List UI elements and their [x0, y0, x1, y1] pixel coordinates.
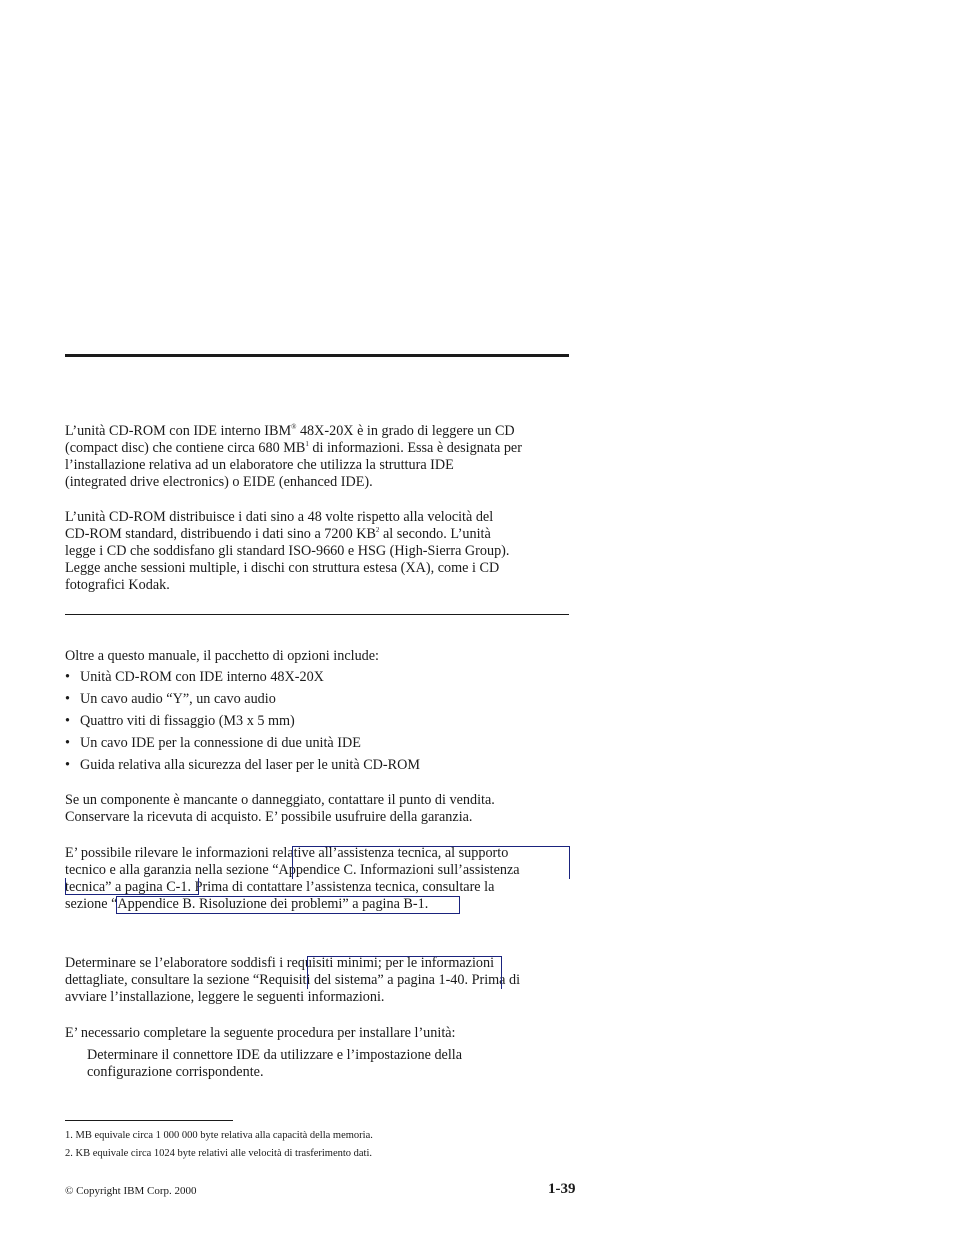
- list-item: • Guida relativa alla sicurezza del laser per le unità CD-ROM: [65, 757, 420, 773]
- page-number: 1-39: [548, 1181, 576, 1197]
- footnote-ref-2: 2: [375, 526, 380, 534]
- intro-paragraph-2: L’unità CD-ROM distribuisce i dati sino a 48 volte rispetto alla velocità del CD-ROM standard, distribuendo i dati sino a 7200 $KB^2$ al secondo. L’unità legge i CD che soddisfano gli standard ISO-9660 e HSG (High-Sierra Group). Legge anche sessioni multiple, i dischi con struttura estesa (XA), come i CD fotografici Kodak.: [65, 509, 510, 593]
- registered-mark: ®: [291, 423, 297, 431]
- package-contents-list: [65, 669, 420, 779]
- list-item: • Un cavo IDE per la connessione di due unità IDE: [65, 735, 361, 751]
- missing-parts-paragraph: Se un componente è mancante o danneggiato, contattare il punto di vendita. Conservare la ricevuta di acquisto. E’ possibile usufruire della garanzia.: [65, 792, 495, 825]
- list-item: • Un cavo audio “Y”, un cavo audio: [65, 691, 276, 707]
- footnote-1: 1. MB equivale circa 1 000 000 byte relativa alla capacità della memoria.: [65, 1130, 373, 1141]
- procedure-lead: E’ necessario completare la seguente procedura per installare l’unità:: [65, 1025, 456, 1041]
- package-lead: Oltre a questo manuale, il pacchetto di opzioni include:: [65, 648, 379, 664]
- list-item: • Unità CD-ROM con IDE interno 48X-20X: [65, 669, 324, 685]
- support-paragraph: E’ possibile rilevare le informazioni relative all’assistenza tecnica, al supporto tecnico e alla garanzia nella sezione “Appendice C. Informazioni sull’assistenza tecnica” a pagina C-1. Prima di contattare l’assistenza tecnica, consultare la sezione “Appendice B. Risoluzione dei problemi” a pagina B-1.: [65, 845, 520, 912]
- requirements-link[interactable]: “Requisiti del sistema” a pagina 1-40: [252, 972, 465, 988]
- section-rule-top: [65, 354, 569, 357]
- footnote-rule: [65, 1120, 233, 1121]
- intro-paragraph-1: L’unità CD-ROM con IDE interno IBM® 48X-20X è in grado di leggere un CD (compact disc) che contiene circa 680 $MB^1$ di informazioni. Essa è designata per l’installazione relativa ad un elaboratore che utilizza la struttura IDE (integrated drive electronics) o EIDE (enhanced IDE).: [65, 423, 522, 490]
- section-rule: [65, 614, 569, 615]
- footnote-2: 2. KB equivale circa 1024 byte relativi alle velocità di trasferimento dati.: [65, 1148, 373, 1159]
- appendix-b-link[interactable]: “Appendice B. Risoluzione dei problemi” a pagina B-1: [111, 896, 425, 912]
- list-item: • Quattro viti di fissaggio (M3 x 5 mm): [65, 713, 295, 729]
- appendix-c-link-cont[interactable]: tecnica” a pagina C-1: [65, 879, 188, 895]
- appendix-c-link[interactable]: “Appendice C. Informazioni sull’assistenza: [272, 862, 520, 878]
- copyright-notice: © Copyright IBM Corp. 2000: [65, 1185, 197, 1197]
- footnote-ref-1: 1: [305, 440, 309, 448]
- procedure-step: Determinare il connettore IDE da utilizzare e l’impostazione della configurazione corrispondente.: [87, 1047, 463, 1080]
- requirements-paragraph: Determinare se l’elaboratore soddisfi i requisiti minimi; per le informazioni dettagliate, consultare la sezione “Requisiti del sistema” a pagina 1-40. Prima di avviare l’installazione, leggere le seguenti informazioni.: [65, 955, 521, 1005]
